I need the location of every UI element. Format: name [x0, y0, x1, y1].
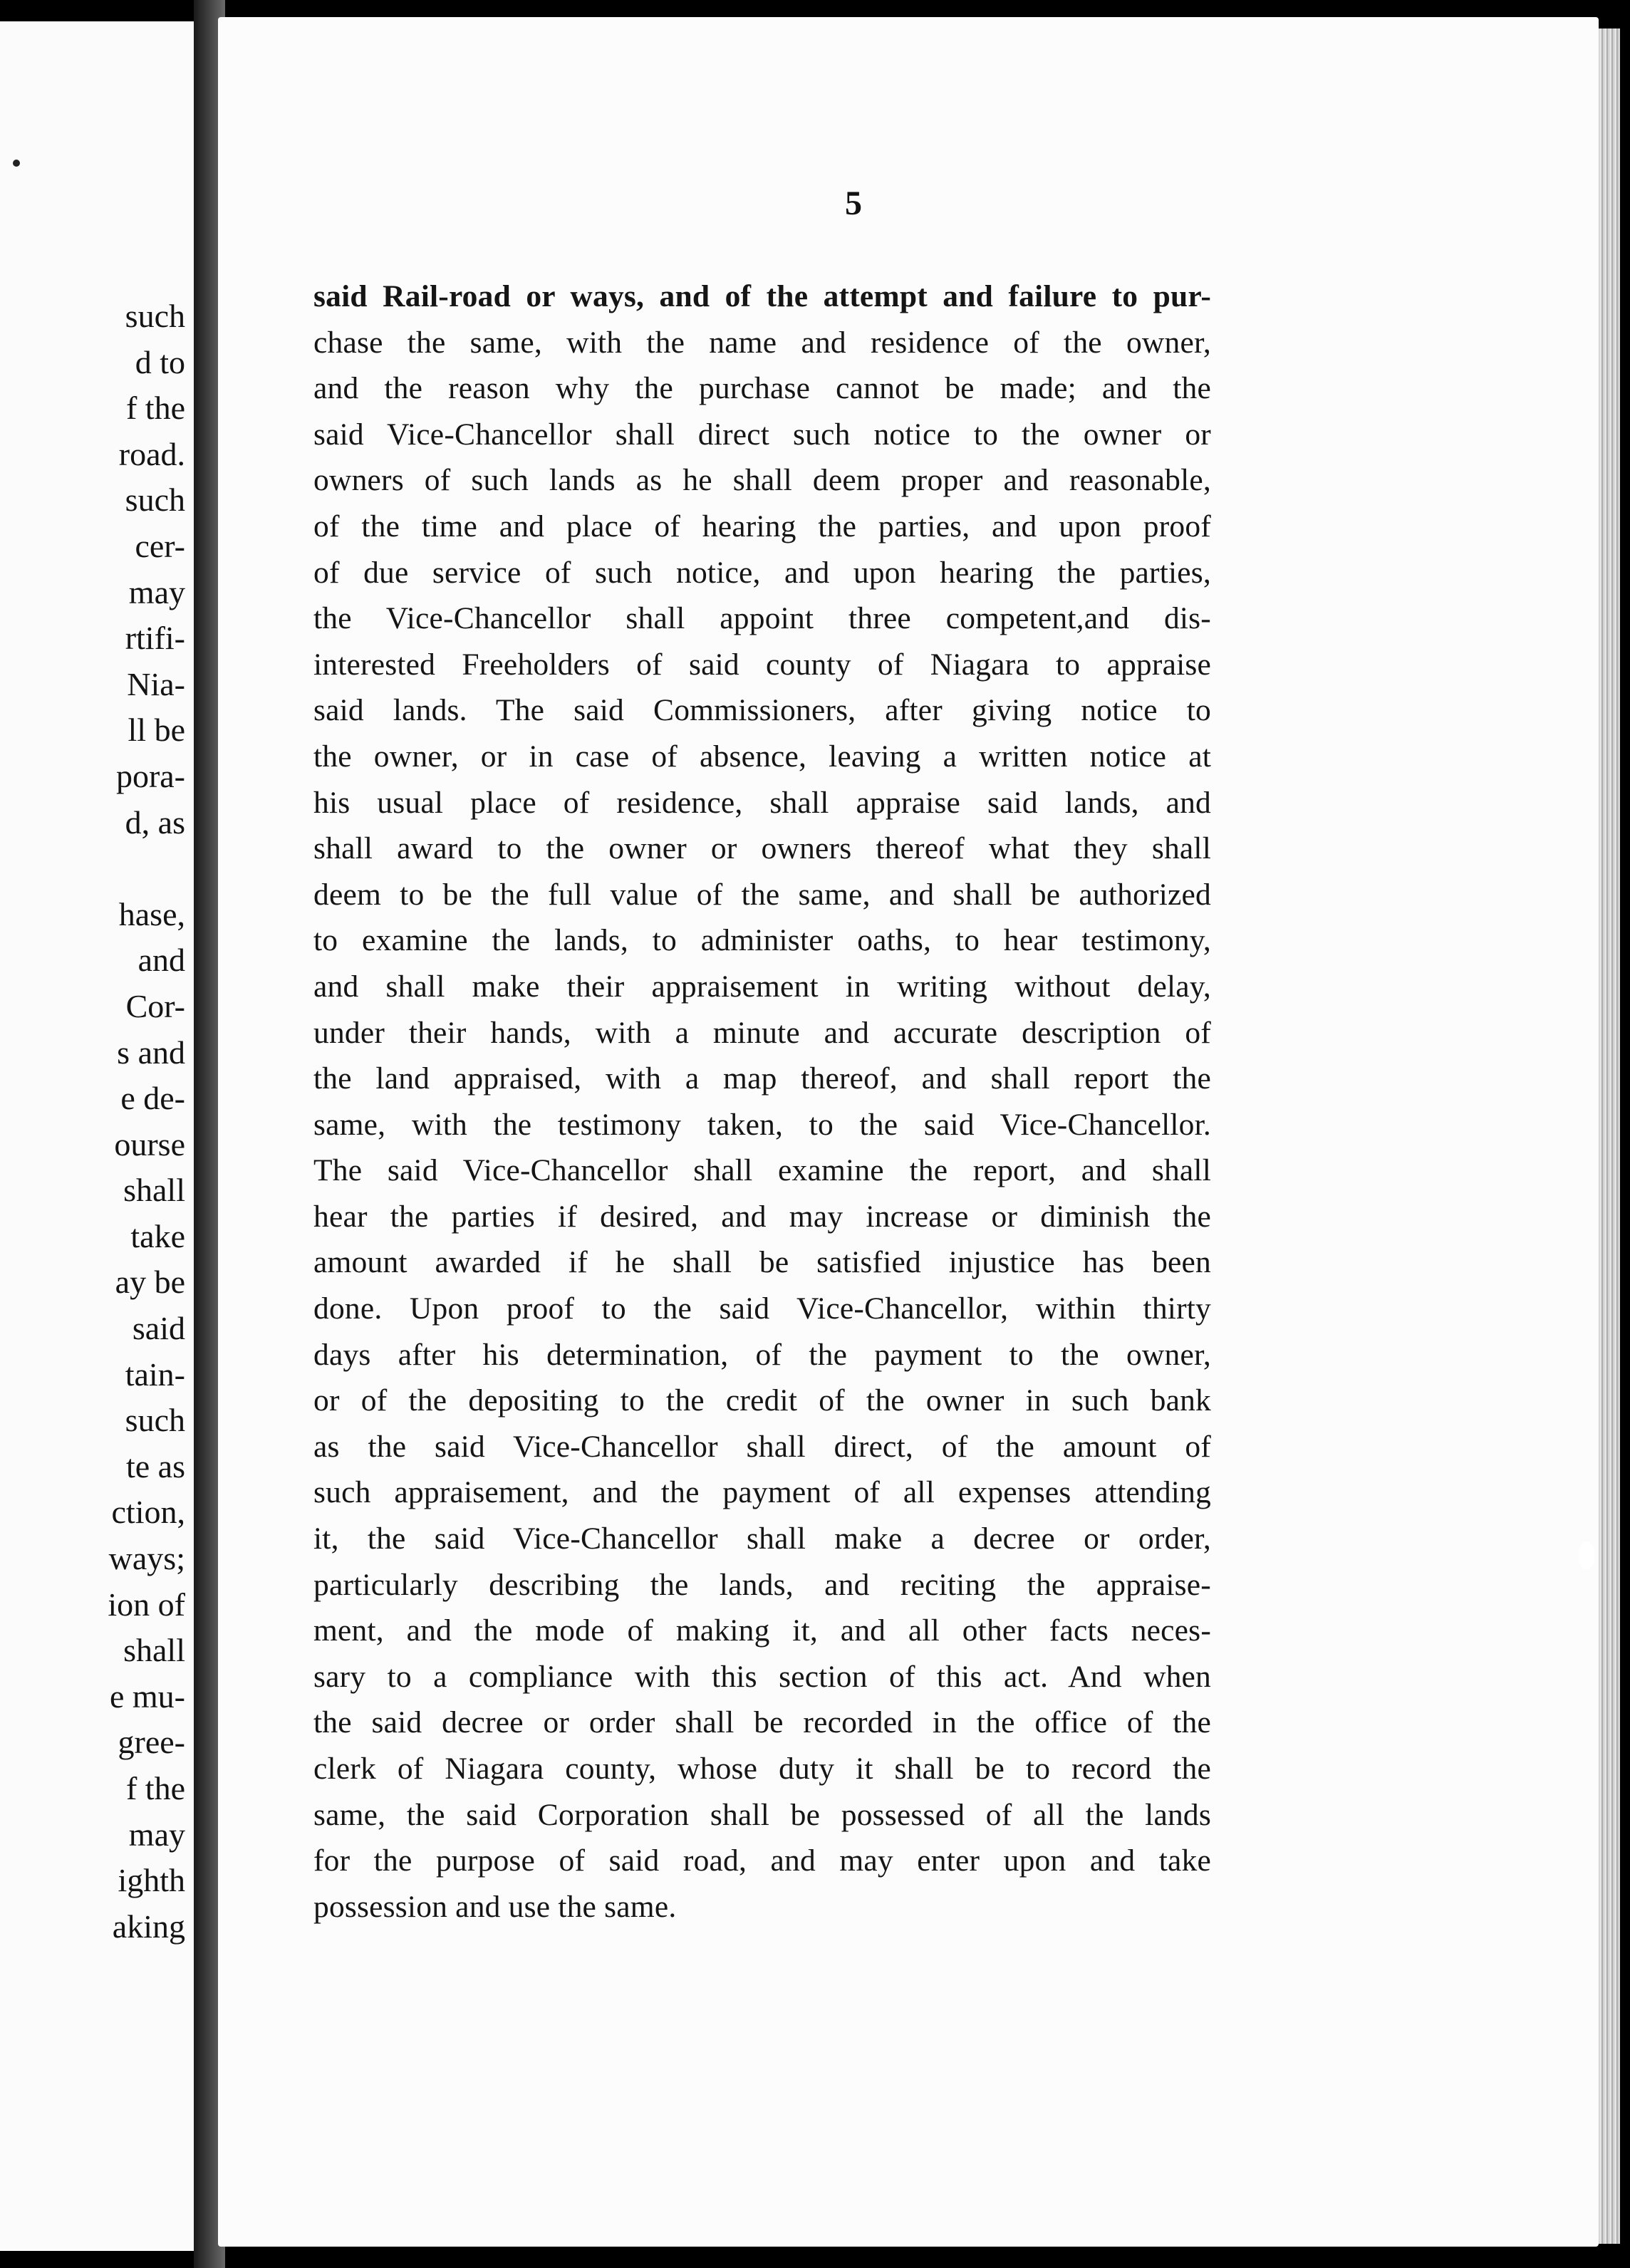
body-line: his usual place of residence, shall appraise said lands, and	[313, 785, 1211, 820]
body-text	[313, 274, 1211, 1930]
facing-page-fragment: such	[125, 1402, 185, 1439]
facing-page-fragment: pora-	[115, 757, 185, 794]
body-line: of the time and place of hearing the parties, and upon proof	[313, 509, 1211, 543]
body-line: same, with the testimony taken, to the said Vice-Chancellor.	[313, 1107, 1211, 1142]
page-edges	[1599, 28, 1620, 2244]
facing-page-fragment: ion of	[108, 1586, 185, 1623]
facing-page-fragment: tain-	[125, 1356, 185, 1393]
body-line: under their hands, with a minute and accurate description of	[313, 1015, 1211, 1050]
body-line: the said decree or order shall be recorded in the office of the	[313, 1705, 1211, 1740]
body-line: amount awarded if he shall be satisfied injustice has been	[313, 1245, 1211, 1280]
body-line: interested Freeholders of said county of Niagara to appraise	[313, 647, 1211, 682]
facing-page-line-fragments	[108, 293, 185, 1950]
body-line: to examine the lands, to administer oaths, to hear testimony,	[313, 923, 1211, 958]
facing-page-fragment: d, as	[125, 803, 185, 841]
facing-page-fragment: ourse	[114, 1125, 185, 1162]
body-line: said Vice-Chancellor shall direct such notice to the owner or	[313, 417, 1211, 452]
facing-page-fragment: gree-	[118, 1724, 185, 1761]
body-line: The said Vice-Chancellor shall examine the report, and shall	[313, 1153, 1211, 1188]
facing-page-fragment: s and	[117, 1034, 185, 1071]
body-line: or of the depositing to the credit of the owner in such bank	[313, 1383, 1211, 1418]
body-line: such appraisement, and the payment of all expenses attending	[313, 1475, 1211, 1510]
facing-page-fragment: ction,	[111, 1494, 185, 1531]
body-line: particularly describing the lands, and reciting the appraise-	[313, 1567, 1211, 1602]
body-line: sary to a compliance with this section of this act. And when	[313, 1659, 1211, 1694]
facing-page-fragment: may	[128, 1816, 185, 1853]
body-line: of due service of such notice, and upon hearing the parties,	[313, 555, 1211, 590]
facing-page-fragment: ay be	[115, 1264, 185, 1301]
facing-page-fragment: Cor-	[125, 987, 185, 1024]
facing-page-fragment: road.	[118, 435, 185, 472]
paper-speck	[1579, 1541, 1594, 1570]
body-line: it, the said Vice-Chancellor shall make a decree or order,	[313, 1521, 1211, 1556]
facing-page-fragment: ways;	[108, 1540, 185, 1577]
body-line: done. Upon proof to the said Vice-Chancellor, within thirty	[313, 1291, 1211, 1326]
body-line: as the said Vice-Chancellor shall direct, of the amount of	[313, 1429, 1211, 1464]
body-line: for the purpose of said road, and may enter upon and take	[313, 1843, 1211, 1878]
facing-page-fragment: e mu-	[109, 1677, 185, 1715]
body-line: same, the said Corporation shall be possessed of all the lands	[313, 1797, 1211, 1832]
body-line: hear the parties if desired, and may increase or diminish the	[313, 1199, 1211, 1234]
facing-page-fragment: f the	[125, 390, 185, 427]
facing-page-fragment: said	[132, 1310, 185, 1347]
ink-speck	[13, 160, 20, 167]
facing-page-fragment: aking	[112, 1908, 185, 1945]
body-line: days after his determination, of the payment to the owner,	[313, 1337, 1211, 1372]
facing-page-fragment: te as	[125, 1447, 185, 1484]
body-line: the Vice-Chancellor shall appoint three competent,and dis-	[313, 601, 1211, 636]
body-line: said lands. The said Commissioners, after giving notice to	[313, 693, 1211, 728]
body-line: possession and use the same.	[313, 1889, 677, 1924]
body-line: chase the same, with the name and residence of the owner,	[313, 325, 1211, 360]
facing-page-fragment: shall	[123, 1632, 185, 1669]
body-line: deem to be the full value of the same, and shall be authorized	[313, 877, 1211, 912]
body-line: and shall make their appraisement in writing without delay,	[313, 969, 1211, 1004]
facing-page-fragment: ighth	[118, 1862, 185, 1899]
facing-page-fragment: shall	[123, 1172, 185, 1209]
facing-page-fragment	[108, 846, 185, 892]
facing-page-fragment: such	[125, 298, 185, 334]
facing-page-fragment: may	[128, 573, 185, 610]
body-line: shall award to the owner or owners thereof what they shall	[313, 831, 1211, 866]
facing-page-fragment: f the	[125, 1770, 185, 1806]
facing-page-fragment: d to	[135, 343, 185, 380]
facing-page-fragment: take	[130, 1217, 185, 1254]
body-line: owners of such lands as he shall deem proper and reasonable,	[313, 463, 1211, 498]
body-line: said Rail-road or ways, and of the attempt and failure to pur-	[313, 279, 1211, 313]
facing-page-fragment: Nia-	[127, 665, 185, 702]
body-line: and the reason why the purchase cannot be made; and the	[313, 371, 1211, 406]
facing-page-fragment: e de-	[120, 1080, 185, 1117]
facing-page-fragment: rtifi-	[125, 620, 185, 657]
facing-page-fragment: such	[125, 482, 185, 519]
facing-page-fragment: cer-	[135, 527, 185, 564]
facing-page-fragment: hase,	[118, 895, 185, 932]
facing-page-fragment: ll be	[128, 712, 185, 749]
body-line: clerk of Niagara county, whose duty it shall be to record the	[313, 1752, 1211, 1786]
page-number: 5	[845, 184, 862, 222]
facing-page-fragment: and	[137, 942, 185, 979]
body-line: the owner, or in case of absence, leaving a written notice at	[313, 739, 1211, 774]
body-line: the land appraised, with a map thereof, and shall report the	[313, 1061, 1211, 1096]
body-line: ment, and the mode of making it, and all other facts neces-	[313, 1613, 1211, 1648]
facing-page	[0, 21, 194, 2251]
